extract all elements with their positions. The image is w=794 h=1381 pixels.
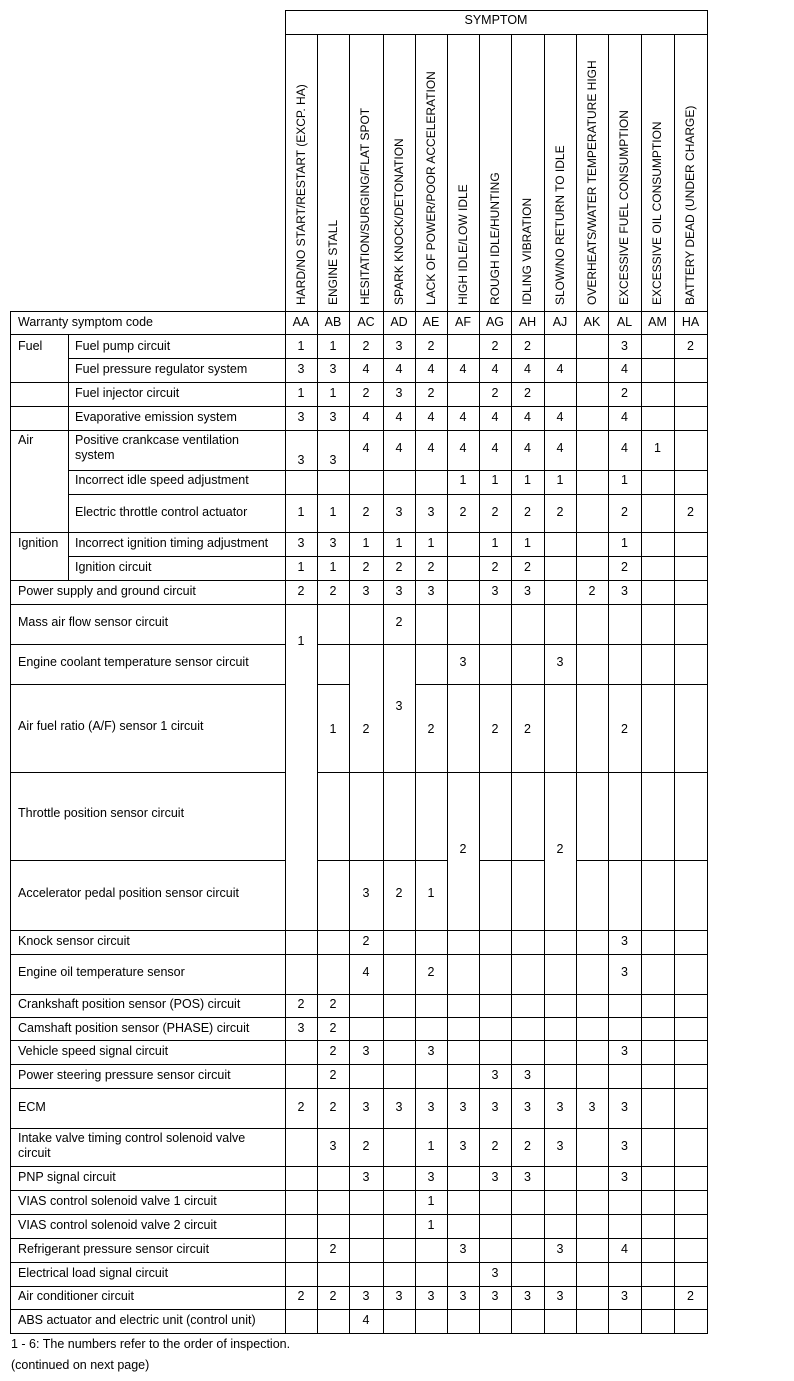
grid-line <box>10 860 286 861</box>
warranty-symptom-label: Warranty symptom code <box>18 315 153 329</box>
table-cell: 3 <box>621 1289 628 1303</box>
table-cell: 1 <box>621 536 628 550</box>
table-cell: 4 <box>556 362 564 376</box>
warranty-code: AE <box>422 315 440 329</box>
table-cell: 2 <box>362 1139 370 1153</box>
table-cell: 4 <box>362 965 370 979</box>
table-cell: 3 <box>362 1044 370 1058</box>
table-cell: 3 <box>427 1170 435 1184</box>
table-cell: 3 <box>621 1044 628 1058</box>
table-cell: 3 <box>524 584 531 598</box>
table-cell: 3 <box>427 1289 435 1303</box>
grid-line <box>68 358 708 359</box>
grid-line <box>68 334 69 581</box>
grid-line <box>10 1017 708 1018</box>
grid-line <box>10 580 708 581</box>
table-cell: 3 <box>556 1139 564 1153</box>
table-cell: 2 <box>491 1139 499 1153</box>
table-cell: 2 <box>524 1139 531 1153</box>
warranty-code: AC <box>357 315 375 329</box>
row-label: Camshaft position sensor (PHASE) circuit <box>18 1021 250 1035</box>
row-label: Power supply and ground circuit <box>18 584 196 598</box>
table-cell: 3 <box>329 362 337 376</box>
symptom-column-header: OVERHEATS/WATER TEMPERATURE HIGH <box>585 60 599 305</box>
table-cell: 3 <box>459 1100 467 1114</box>
symptom-column-header: EXCESSIVE OIL CONSUMPTION <box>650 121 664 305</box>
row-label: Electrical load signal circuit <box>18 1266 169 1280</box>
row-label: Mass air flow sensor circuit <box>18 615 169 629</box>
table-cell: 2 <box>362 934 370 948</box>
table-cell: 2 <box>621 505 628 519</box>
table-cell: 4 <box>395 441 403 455</box>
grid-line <box>10 684 286 685</box>
table-cell: 4 <box>491 441 499 455</box>
row-label: Refrigerant pressure sensor circuit <box>18 1242 210 1256</box>
table-cell: 3 <box>459 1139 467 1153</box>
table-cell: 1 <box>329 339 337 353</box>
table-cell: 3 <box>362 1289 370 1303</box>
table-cell: 3 <box>395 584 403 598</box>
grid-line <box>10 1238 708 1239</box>
row-label: Power steering pressure sensor circuit <box>18 1068 231 1082</box>
table-cell: 1 <box>297 339 305 353</box>
row-label: Vehicle speed signal circuit <box>18 1044 169 1058</box>
table-cell: 2 <box>362 339 370 353</box>
row-label: ABS actuator and electric unit (control unit) <box>18 1313 256 1327</box>
table-cell: 2 <box>297 1100 305 1114</box>
table-cell: 3 <box>556 1289 564 1303</box>
symptom-column-header: ROUGH IDLE/HUNTING <box>488 172 502 305</box>
table-cell: 2 <box>329 1100 337 1114</box>
table-cell: 3 <box>395 339 403 353</box>
table-cell: 4 <box>395 410 403 424</box>
grid-line <box>10 954 708 955</box>
table-cell: 1 <box>654 441 661 455</box>
table-cell: 1 <box>491 473 499 487</box>
row-label: Ignition circuit <box>75 560 152 574</box>
table-cell: 1 <box>427 536 435 550</box>
table-cell: 3 <box>556 1242 564 1256</box>
warranty-code: HA <box>681 315 700 329</box>
row-label: Throttle position sensor circuit <box>18 806 185 820</box>
table-cell: 3 <box>329 1139 337 1153</box>
table-cell: 4 <box>621 410 628 424</box>
table-cell: 2 <box>329 1242 337 1256</box>
table-cell: 2 <box>621 386 628 400</box>
table-cell: 3 <box>395 1100 403 1114</box>
table-cell: 3 <box>329 453 337 467</box>
symptom-column-header: HESITATION/SURGING/FLAT SPOT <box>358 107 372 305</box>
table-cell: 3 <box>621 1139 628 1153</box>
table-cell: 3 <box>297 362 305 376</box>
table-cell: 3 <box>395 386 403 400</box>
table-cell: 3 <box>491 1100 499 1114</box>
table-cell: 2 <box>427 386 435 400</box>
grid-line <box>10 1309 708 1310</box>
table-cell: 3 <box>491 1170 499 1184</box>
table-cell: 3 <box>297 453 305 467</box>
table-cell: 1 <box>297 505 305 519</box>
table-cell: 3 <box>329 536 337 550</box>
table-cell: 3 <box>427 1100 435 1114</box>
table-cell: 1 <box>427 1194 435 1208</box>
grid-line <box>674 34 675 1334</box>
table-cell: 4 <box>556 441 564 455</box>
table-cell: 3 <box>395 1289 403 1303</box>
grid-line <box>479 860 545 861</box>
row-label: Air conditioner circuit <box>18 1289 135 1303</box>
table-cell: 2 <box>297 997 305 1011</box>
warranty-code: AL <box>616 315 633 329</box>
table-cell: 4 <box>427 362 435 376</box>
row-label: Positive crankcase ventilation system <box>75 433 239 462</box>
warranty-code: AK <box>583 315 601 329</box>
table-cell: 3 <box>297 536 305 550</box>
grid-line <box>68 470 708 471</box>
grid-line <box>10 1064 708 1065</box>
table-cell: 2 <box>329 584 337 598</box>
table-cell: 2 <box>362 386 370 400</box>
table-cell: 2 <box>329 997 337 1011</box>
symptom-column-header: HIGH IDLE/LOW IDLE <box>456 184 470 305</box>
table-cell: 3 <box>459 655 467 669</box>
grid-line <box>10 1262 708 1263</box>
symptom-column-header: IDLING VIBRATION <box>520 197 534 305</box>
table-cell: 4 <box>556 410 564 424</box>
table-cell: 2 <box>329 1021 337 1035</box>
table-cell: 4 <box>362 410 370 424</box>
row-label: Fuel injector circuit <box>75 386 180 400</box>
table-cell: 2 <box>524 505 531 519</box>
grid-line <box>10 406 708 407</box>
grid-line <box>10 1214 708 1215</box>
row-label: PNP signal circuit <box>18 1170 116 1184</box>
table-cell: 2 <box>395 560 403 574</box>
table-cell: 2 <box>362 722 370 736</box>
grid-line <box>707 10 708 1334</box>
table-cell: 4 <box>362 1313 370 1327</box>
table-cell: 2 <box>459 842 467 856</box>
grid-line <box>10 382 708 383</box>
symptom-column-header: EXCESSIVE FUEL CONSUMPTION <box>617 110 631 305</box>
table-cell: 2 <box>524 386 531 400</box>
table-cell: 3 <box>524 1100 531 1114</box>
grid-line <box>10 1128 708 1129</box>
table-cell: 4 <box>524 362 531 376</box>
table-cell: 1 <box>297 560 305 574</box>
table-cell: 1 <box>297 634 305 648</box>
table-cell: 4 <box>491 362 499 376</box>
table-cell: 1 <box>459 473 467 487</box>
table-cell: 1 <box>556 473 564 487</box>
grid-line <box>285 10 708 11</box>
group-label-fuel: Fuel <box>18 339 43 353</box>
grid-line <box>383 34 384 1334</box>
table-cell: 2 <box>427 722 435 736</box>
table-cell: 1 <box>427 1218 435 1232</box>
table-cell: 4 <box>524 410 531 424</box>
grid-line <box>10 1333 708 1334</box>
table-cell: 3 <box>395 505 403 519</box>
footnote: 1 - 6: The numbers refer to the order of inspection. <box>11 1337 291 1351</box>
row-label: VIAS control solenoid valve 1 circuit <box>18 1194 217 1208</box>
grid-line <box>10 1088 708 1089</box>
row-label: Crankshaft position sensor (POS) circuit <box>18 997 241 1011</box>
table-cell: 1 <box>329 386 337 400</box>
symptom-column-header: SPARK KNOCK/DETONATION <box>392 138 406 305</box>
grid-line <box>415 684 708 685</box>
table-cell: 4 <box>427 441 435 455</box>
table-cell: 2 <box>491 505 499 519</box>
group-label-air: Air <box>18 433 34 447</box>
table-cell: 3 <box>588 1100 596 1114</box>
warranty-code: AM <box>648 315 667 329</box>
table-cell: 2 <box>427 339 435 353</box>
table-cell: 4 <box>459 441 467 455</box>
grid-line <box>10 1040 708 1041</box>
table-cell: 3 <box>556 655 564 669</box>
row-label: Electric throttle control actuator <box>75 505 248 519</box>
table-cell: 2 <box>588 584 596 598</box>
grid-line <box>10 772 286 773</box>
table-cell: 1 <box>329 505 337 519</box>
table-cell: 1 <box>621 473 628 487</box>
table-cell: 2 <box>524 722 531 736</box>
table-cell: 2 <box>329 1289 337 1303</box>
grid-line <box>10 311 708 312</box>
table-cell: 2 <box>329 1068 337 1082</box>
table-cell: 1 <box>491 536 499 550</box>
grid-line <box>641 34 642 1334</box>
table-cell: 2 <box>556 505 564 519</box>
table-cell: 1 <box>329 722 337 736</box>
table-cell: 3 <box>427 505 435 519</box>
row-label: Intake valve timing control solenoid valve circuit <box>18 1131 246 1160</box>
grid-line <box>10 1286 708 1287</box>
table-cell: 4 <box>491 410 499 424</box>
table-cell: 2 <box>395 886 403 900</box>
table-cell: 2 <box>687 339 694 353</box>
warranty-code: AG <box>485 315 505 329</box>
group-label-ignition: Ignition <box>18 536 59 550</box>
table-cell: 3 <box>621 584 628 598</box>
row-label: Fuel pump circuit <box>75 339 171 353</box>
table-cell: 2 <box>362 560 370 574</box>
warranty-code: AA <box>292 315 310 329</box>
table-cell: 2 <box>491 722 499 736</box>
grid-line <box>10 1190 708 1191</box>
warranty-code: AF <box>455 315 471 329</box>
table-cell: 3 <box>491 1289 499 1303</box>
table-cell: 1 <box>362 536 370 550</box>
table-cell: 4 <box>524 441 531 455</box>
warranty-code: AH <box>518 315 537 329</box>
table-cell: 3 <box>524 1289 531 1303</box>
table-cell: 4 <box>362 362 370 376</box>
grid-line <box>576 34 577 1334</box>
table-cell: 3 <box>621 1100 628 1114</box>
table-cell: 1 <box>524 536 531 550</box>
row-label: Fuel pressure regulator system <box>75 362 248 376</box>
grid-line <box>68 494 708 495</box>
grid-line <box>10 1166 708 1167</box>
grid-line <box>10 430 708 431</box>
table-cell: 3 <box>621 965 628 979</box>
row-label: Accelerator pedal position sensor circuit <box>18 886 239 900</box>
table-cell: 3 <box>459 1242 467 1256</box>
table-cell: 3 <box>459 1289 467 1303</box>
table-cell: 2 <box>297 584 305 598</box>
table-cell: 3 <box>621 934 628 948</box>
table-cell: 3 <box>491 1068 499 1082</box>
row-label: ECM <box>18 1100 46 1114</box>
table-cell: 3 <box>621 339 628 353</box>
table-cell: 4 <box>621 441 628 455</box>
table-cell: 3 <box>491 1266 499 1280</box>
grid-line <box>10 311 11 1334</box>
table-cell: 4 <box>362 441 370 455</box>
grid-line <box>10 994 708 995</box>
table-cell: 4 <box>621 362 628 376</box>
table-cell: 1 <box>297 386 305 400</box>
grid-line <box>10 604 708 605</box>
table-cell: 1 <box>427 1139 435 1153</box>
grid-line <box>10 644 286 645</box>
warranty-code: AD <box>390 315 408 329</box>
row-label: VIAS control solenoid valve 2 circuit <box>18 1218 217 1232</box>
table-cell: 3 <box>524 1170 531 1184</box>
table-cell: 3 <box>556 1100 564 1114</box>
table-cell: 2 <box>621 722 628 736</box>
table-cell: 3 <box>297 1021 305 1035</box>
table-cell: 2 <box>459 505 467 519</box>
grid-line <box>10 930 708 931</box>
grid-line <box>576 860 708 861</box>
table-cell: 2 <box>427 560 435 574</box>
table-cell: 2 <box>329 1044 337 1058</box>
symptom-column-header: LACK OF POWER/POOR ACCELERATION <box>424 71 438 305</box>
table-cell: 2 <box>427 965 435 979</box>
table-cell: 3 <box>297 410 305 424</box>
continued-note: (continued on next page) <box>11 1358 150 1372</box>
table-cell: 1 <box>524 473 531 487</box>
table-cell: 2 <box>621 560 628 574</box>
warranty-code: AB <box>324 315 342 329</box>
table-cell: 3 <box>524 1068 531 1082</box>
grid-line <box>68 556 708 557</box>
grid-line <box>317 772 708 773</box>
warranty-code: AJ <box>552 315 568 329</box>
table-cell: 2 <box>491 386 499 400</box>
table-cell: 2 <box>491 339 499 353</box>
grid-line <box>317 684 350 685</box>
table-cell: 2 <box>524 560 531 574</box>
table-cell: 4 <box>459 362 467 376</box>
table-cell: 4 <box>621 1242 628 1256</box>
table-cell: 1 <box>395 536 403 550</box>
grid-line <box>285 10 286 1334</box>
table-cell: 2 <box>362 505 370 519</box>
table-cell: 3 <box>427 584 435 598</box>
table-cell: 3 <box>329 410 337 424</box>
symptom-column-header: BATTERY DEAD (UNDER CHARGE) <box>683 105 697 305</box>
table-cell: 4 <box>395 362 403 376</box>
table-cell: 2 <box>297 1289 305 1303</box>
row-label: Engine oil temperature sensor <box>18 965 185 979</box>
table-cell: 3 <box>427 1044 435 1058</box>
table-cell: 1 <box>427 886 435 900</box>
table-cell: 2 <box>556 842 564 856</box>
table-cell: 3 <box>621 1170 628 1184</box>
table-cell: 3 <box>362 1170 370 1184</box>
row-label: Incorrect ignition timing adjustment <box>75 536 269 550</box>
table-cell: 2 <box>687 1289 694 1303</box>
grid-line <box>10 334 708 335</box>
row-label: Air fuel ratio (A/F) sensor 1 circuit <box>18 719 204 733</box>
table-cell: 2 <box>687 505 694 519</box>
row-label: Evaporative emission system <box>75 410 237 424</box>
table-cell: 2 <box>395 615 403 629</box>
table-cell: 3 <box>491 584 499 598</box>
table-cell: 4 <box>427 410 435 424</box>
table-cell: 2 <box>524 339 531 353</box>
row-label: Knock sensor circuit <box>18 934 130 948</box>
symptom-column-header: SLOW/NO RETURN TO IDLE <box>553 145 567 305</box>
row-label: Engine coolant temperature sensor circuit <box>18 655 249 669</box>
symptom-column-header: ENGINE STALL <box>326 219 340 305</box>
row-label: Incorrect idle speed adjustment <box>75 473 249 487</box>
table-cell: 3 <box>362 584 370 598</box>
symptom-title: SYMPTOM <box>464 13 528 27</box>
table-cell: 3 <box>362 1100 370 1114</box>
table-cell: 3 <box>395 699 403 713</box>
table-cell: 2 <box>491 560 499 574</box>
table-cell: 3 <box>362 886 370 900</box>
grid-line <box>10 532 708 533</box>
table-cell: 1 <box>329 560 337 574</box>
symptom-column-header: HARD/NO START/RESTART (EXCP. HA) <box>294 84 308 305</box>
table-cell: 4 <box>459 410 467 424</box>
